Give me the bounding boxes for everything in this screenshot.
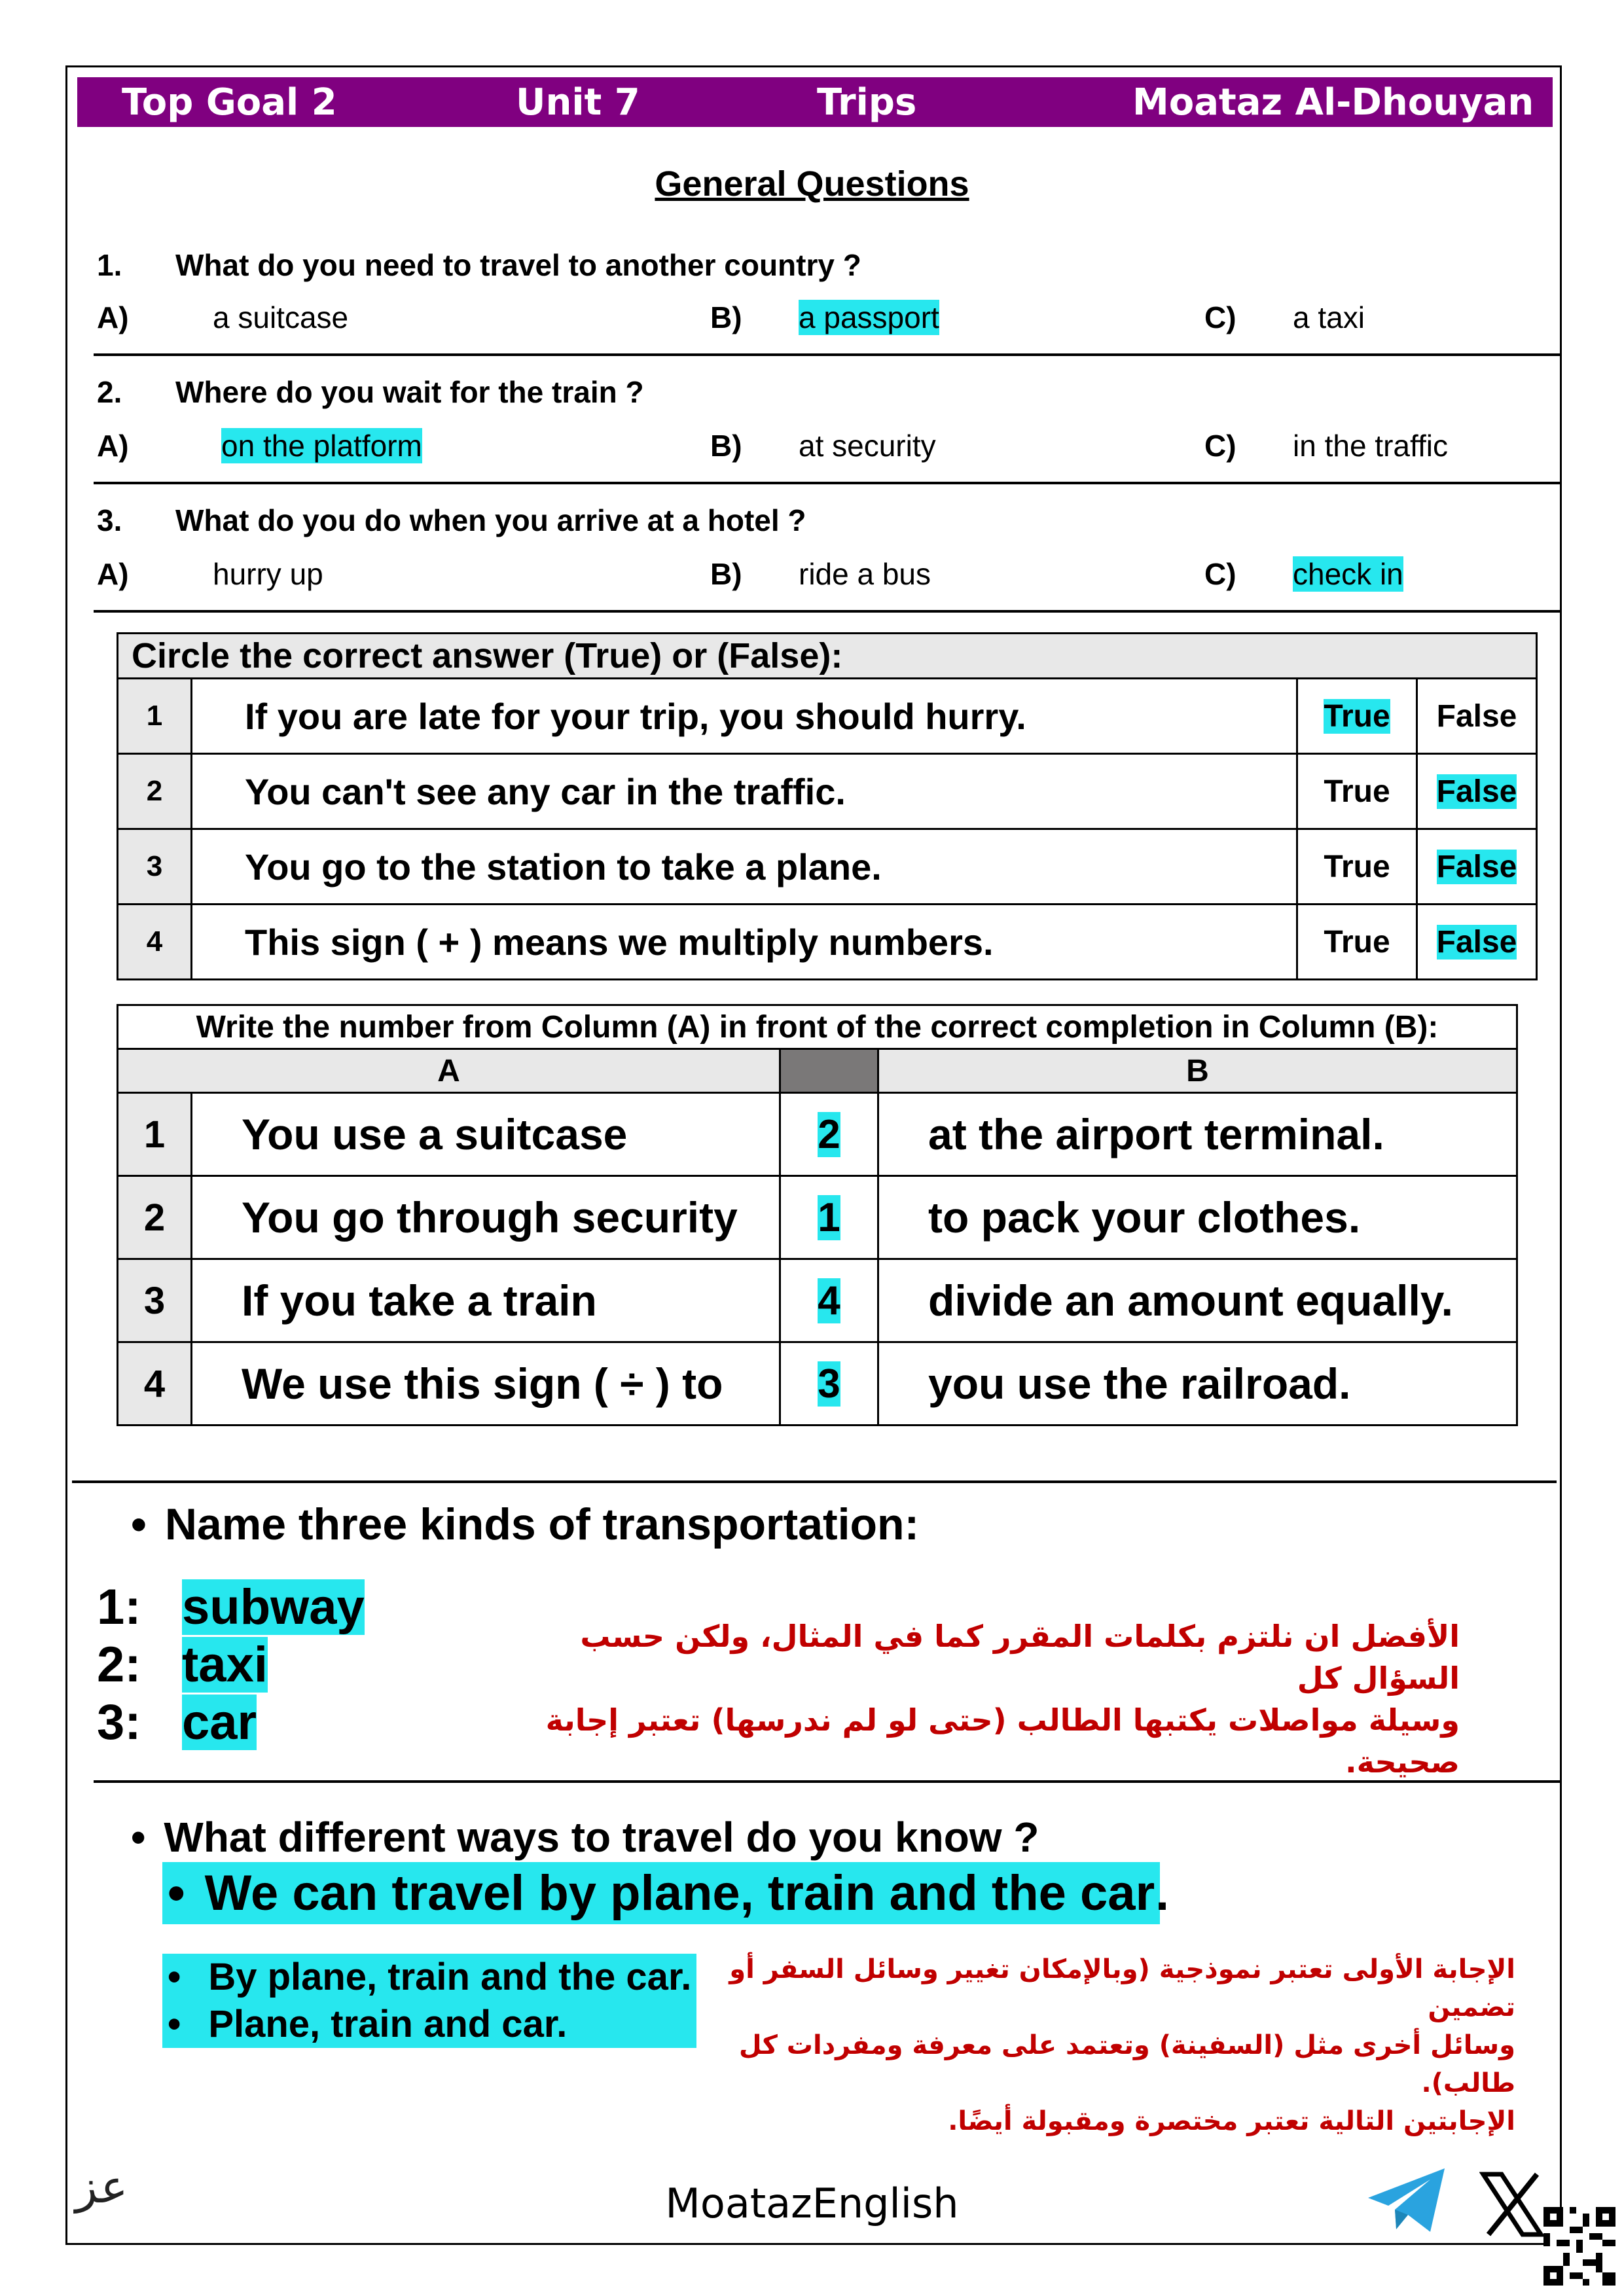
brand-name: MoatazEnglish bbox=[665, 2179, 959, 2227]
statement: If you are late for your trip, you should hurry. bbox=[192, 679, 1297, 754]
statement: This sign ( + ) means we multiply numbers. bbox=[192, 905, 1297, 980]
row-number: 1 bbox=[118, 1093, 192, 1176]
header-author: Moataz Al-Dhouyan bbox=[1132, 81, 1534, 124]
ways-question bbox=[131, 1813, 1039, 1861]
question-text: What do you do when you arrive at a hotel ? bbox=[175, 503, 806, 537]
matching-instruction: Write the number from Column (A) in front of the correct completion in Column (B): bbox=[118, 1005, 1517, 1049]
transport-prompt bbox=[131, 1499, 920, 1550]
column-a-text: You go through security bbox=[192, 1176, 780, 1259]
answer-text[interactable]: taxi bbox=[182, 1637, 268, 1693]
option-letter: C) bbox=[1204, 300, 1236, 334]
true-false-table bbox=[117, 632, 1538, 980]
option-letter: B) bbox=[710, 557, 742, 591]
answer-text[interactable]: subway bbox=[182, 1579, 365, 1635]
answer-number: 1: bbox=[97, 1579, 141, 1635]
option-text[interactable]: at security bbox=[799, 429, 936, 463]
option-letter: C) bbox=[1204, 557, 1236, 591]
false-label: False bbox=[1436, 698, 1517, 734]
answer-number: 3 bbox=[818, 1361, 840, 1407]
option-text[interactable]: in the traffic bbox=[1293, 429, 1448, 463]
option-text[interactable]: a suitcase bbox=[213, 300, 349, 334]
header-topic: Trips bbox=[817, 81, 917, 124]
note-line: وسيلة مواصلات يكتبها الطالب (حتى لو لم ندرسها) تعتبر إجابة صحيحة. bbox=[545, 1702, 1460, 1780]
row-number: 2 bbox=[118, 754, 192, 829]
row-number: 3 bbox=[118, 1259, 192, 1342]
answer-number: 1 bbox=[818, 1194, 840, 1240]
option-text[interactable]: hurry up bbox=[213, 557, 323, 591]
divider bbox=[94, 610, 1560, 613]
option-letter: B) bbox=[710, 429, 742, 463]
false-option[interactable] bbox=[1417, 679, 1537, 754]
question-number: 3. bbox=[97, 503, 122, 537]
short-answer[interactable]: Plane, train and car. bbox=[208, 2003, 568, 2045]
table-row bbox=[118, 1176, 1517, 1259]
question-number: 1. bbox=[97, 248, 122, 282]
answer-number: 3: bbox=[97, 1695, 141, 1750]
statement: You can't see any car in the traffic. bbox=[192, 754, 1297, 829]
matching-table bbox=[117, 1004, 1518, 1426]
column-a-text: You use a suitcase bbox=[192, 1093, 780, 1176]
option-text-correct[interactable]: a passport bbox=[799, 300, 939, 334]
false-option[interactable] bbox=[1417, 829, 1537, 905]
column-b-header: B bbox=[878, 1049, 1517, 1093]
true-label-selected: True bbox=[1324, 698, 1390, 734]
x-logo-icon[interactable] bbox=[1479, 2172, 1545, 2237]
answer-cell[interactable] bbox=[780, 1342, 878, 1426]
true-option[interactable] bbox=[1297, 829, 1417, 905]
ways-answer bbox=[162, 1862, 1160, 1924]
question-text: What do you need to travel to another country ? bbox=[175, 248, 861, 282]
false-label-selected: False bbox=[1436, 774, 1517, 809]
ways-note bbox=[720, 1950, 1515, 2140]
option-text[interactable]: ride a bus bbox=[799, 557, 931, 591]
false-label-selected: False bbox=[1436, 849, 1517, 884]
note-line: الأفضل ان نلتزم بكلمات المقرر كما في المثال، ولكن حسب السؤال كل bbox=[580, 1619, 1460, 1696]
row-number: 2 bbox=[118, 1176, 192, 1259]
bullet-icon: • bbox=[131, 1499, 147, 1549]
false-option[interactable] bbox=[1417, 905, 1537, 980]
transport-note bbox=[524, 1615, 1460, 1783]
ways-answer-period: . bbox=[1155, 1865, 1170, 1921]
column-a-text: If you take a train bbox=[192, 1259, 780, 1342]
option-letter: B) bbox=[710, 300, 742, 334]
short-answers bbox=[162, 1954, 696, 2048]
true-label: True bbox=[1324, 849, 1390, 884]
row-number: 4 bbox=[118, 1342, 192, 1426]
table-row bbox=[118, 679, 1537, 754]
ways-question-text: What different ways to travel do you know ? bbox=[164, 1814, 1039, 1861]
transport-answers bbox=[97, 1579, 365, 1751]
header-book: Top Goal 2 bbox=[122, 81, 337, 124]
table-row bbox=[118, 1093, 1517, 1176]
bullet-icon: • bbox=[131, 1814, 146, 1861]
row-number: 3 bbox=[118, 829, 192, 905]
qr-code-icon[interactable] bbox=[1543, 2207, 1615, 2286]
answer-column-header bbox=[780, 1049, 878, 1093]
true-false-instruction: Circle the correct answer (True) or (False): bbox=[118, 634, 1537, 679]
true-option[interactable] bbox=[1297, 754, 1417, 829]
option-letter: A) bbox=[97, 429, 129, 463]
table-row bbox=[118, 1259, 1517, 1342]
table-row bbox=[118, 905, 1537, 980]
answer-cell[interactable] bbox=[780, 1259, 878, 1342]
header-unit: Unit 7 bbox=[516, 81, 640, 124]
column-b-text: divide an amount equally. bbox=[878, 1259, 1517, 1342]
header-bar bbox=[77, 77, 1553, 127]
answer-number: 2 bbox=[818, 1111, 840, 1157]
true-label: True bbox=[1324, 774, 1390, 809]
answer-text[interactable]: car bbox=[182, 1695, 257, 1750]
bullet-icon: • bbox=[168, 1865, 185, 1921]
answer-number: 4 bbox=[818, 1278, 840, 1323]
signature-logo: عز bbox=[75, 2160, 128, 2214]
note-line: الإجابتين التالية تعتبر مختصرة ومقبولة أيضًا. bbox=[948, 2106, 1515, 2136]
row-number: 4 bbox=[118, 905, 192, 980]
note-line: وسائل أخرى مثل (السفينة) وتعتمد على معرفة ومفردات كل طالب). bbox=[738, 2030, 1515, 2098]
option-letter: A) bbox=[97, 300, 129, 334]
divider bbox=[94, 482, 1560, 484]
true-option[interactable] bbox=[1297, 905, 1417, 980]
telegram-icon[interactable] bbox=[1365, 2165, 1450, 2237]
answer-number: 2: bbox=[97, 1637, 141, 1693]
option-text-correct[interactable]: on the platform bbox=[221, 429, 422, 463]
divider bbox=[94, 353, 1560, 356]
false-label-selected: False bbox=[1436, 924, 1517, 960]
question-number: 2. bbox=[97, 375, 122, 409]
bullet-icon: • bbox=[168, 2003, 181, 2045]
true-label: True bbox=[1324, 924, 1390, 960]
question-text: Where do you wait for the train ? bbox=[175, 375, 644, 409]
ways-answer-text[interactable]: We can travel by plane, train and the car bbox=[204, 1865, 1155, 1921]
false-option[interactable] bbox=[1417, 754, 1537, 829]
option-text-correct[interactable]: check in bbox=[1293, 557, 1403, 591]
answer-cell[interactable] bbox=[780, 1093, 878, 1176]
true-option[interactable] bbox=[1297, 679, 1417, 754]
divider bbox=[72, 1480, 1557, 1483]
column-b-text: to pack your clothes. bbox=[878, 1176, 1517, 1259]
option-letter: A) bbox=[97, 557, 129, 591]
section-title: General Questions bbox=[655, 164, 969, 204]
statement: You go to the station to take a plane. bbox=[192, 829, 1297, 905]
note-line: الإجابة الأولى تعتبر نموذجية (وبالإمكان تغيير وسائل السفر أو تضمين bbox=[729, 1954, 1515, 2022]
column-a-text: We use this sign ( ÷ ) to bbox=[192, 1342, 780, 1426]
table-row bbox=[118, 1342, 1517, 1426]
divider bbox=[94, 1780, 1560, 1783]
option-text[interactable]: a taxi bbox=[1293, 300, 1365, 334]
column-b-text: at the airport terminal. bbox=[878, 1093, 1517, 1176]
short-answer[interactable]: By plane, train and the car. bbox=[208, 1956, 692, 1998]
row-number: 1 bbox=[118, 679, 192, 754]
column-a-header: A bbox=[118, 1049, 780, 1093]
table-row bbox=[118, 754, 1537, 829]
answer-cell[interactable] bbox=[780, 1176, 878, 1259]
column-b-text: you use the railroad. bbox=[878, 1342, 1517, 1426]
bullet-icon: • bbox=[168, 1956, 181, 1998]
transport-prompt-text: Name three kinds of transportation: bbox=[164, 1499, 920, 1549]
table-row bbox=[118, 829, 1537, 905]
option-letter: C) bbox=[1204, 429, 1236, 463]
